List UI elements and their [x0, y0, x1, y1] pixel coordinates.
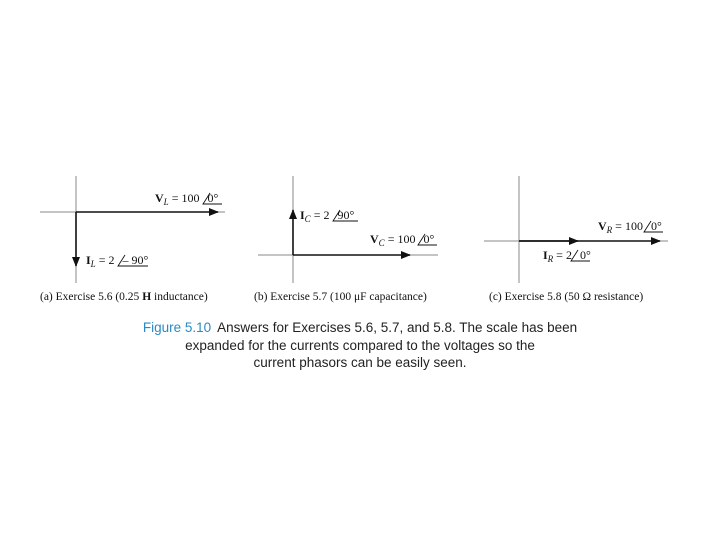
figure-number: Figure 5.10: [142, 320, 212, 335]
panel-c-voltage-label: VR = 100 0°: [598, 219, 662, 235]
panel-b-caption: (b) Exercise 5.7 (100 μF capacitance): [254, 291, 427, 303]
panel-a-voltage-label: VL = 100 0°: [155, 191, 219, 207]
panel-a-current-label: IL = 2 – 90°: [86, 253, 149, 269]
panel-c-diagram: [484, 176, 668, 283]
panel-a-caption: (a) Exercise 5.6 (0.25 H inductance): [40, 291, 208, 303]
panel-a-diagram: [40, 176, 225, 283]
figure-caption-line-3: current phasors can be easily seen.: [253, 355, 467, 370]
panel-c-caption: (c) Exercise 5.8 (50 Ω resistance): [489, 291, 644, 303]
figure-caption-line-1: Figure 5.10 Answers for Exercises 5.6, 5.7, and 5.8. The scale has been: [142, 320, 578, 335]
figure-caption: [0, 319, 720, 372]
panel-b-diagram: [258, 176, 438, 283]
panel-b-voltage-label: VC = 100 0°: [370, 232, 435, 248]
panel-c-current-label: IR = 2 0°: [543, 248, 591, 264]
panel-b-current-label: IC = 2 90°: [300, 208, 355, 224]
figure-caption-line-2: expanded for the currents compared to the voltages so the: [185, 337, 535, 353]
